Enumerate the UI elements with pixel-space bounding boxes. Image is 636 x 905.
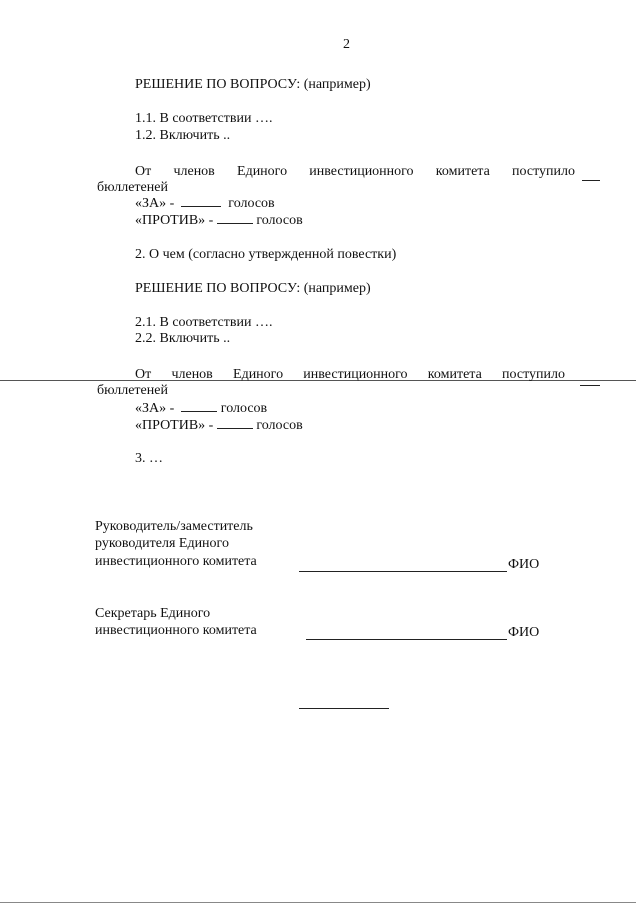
q1-against-blank xyxy=(217,223,253,224)
q2-against-suffix: голосов xyxy=(256,418,303,433)
q2-against-label: «ПРОТИВ» - xyxy=(135,418,214,433)
q2-item-2: 2.2. Включить .. xyxy=(135,331,231,346)
q2-za-blank xyxy=(181,411,217,412)
q1-decision-heading: РЕШЕНИЕ ПО ВОПРОСУ: (например) xyxy=(135,77,371,92)
secretary-signature-line xyxy=(306,639,507,640)
q1-word: инвестиционного xyxy=(309,164,414,179)
q2-decision-heading: РЕШЕНИЕ ПО ВОПРОСУ: (например) xyxy=(135,281,371,296)
q2-za-label: «ЗА» - xyxy=(135,401,175,416)
q1-word: поступило xyxy=(512,164,575,179)
q1-against-row xyxy=(135,213,303,229)
q2-word: комитета xyxy=(427,367,482,382)
q2-word: поступило xyxy=(502,367,565,382)
bottom-scan-line xyxy=(0,902,636,903)
q2-ballots-blank xyxy=(580,385,600,386)
q2-word: инвестиционного xyxy=(303,367,408,382)
q2-against-blank xyxy=(217,428,253,429)
head-title-line-1: Руководитель/заместитель xyxy=(95,519,253,534)
q2-word: От xyxy=(135,367,152,382)
q1-word: комитета xyxy=(435,164,490,179)
q1-item-1: 1.1. В соответствии …. xyxy=(135,111,273,126)
end-rule xyxy=(299,708,389,709)
q1-za-row xyxy=(135,196,275,212)
secretary-title-line-1: Секретарь Единого xyxy=(95,606,211,621)
q1-ballots-word: бюллетеней xyxy=(97,180,168,195)
q2-za-suffix: голосов xyxy=(220,401,268,416)
head-title-line-2: руководителя Единого xyxy=(95,536,229,551)
q1-za-blank xyxy=(181,206,221,207)
q1-za-suffix: голосов xyxy=(228,196,275,211)
q1-word: членов xyxy=(173,164,215,179)
q1-ballots-blank xyxy=(582,180,600,181)
q2-word: членов xyxy=(171,367,213,382)
q2-word: Единого xyxy=(233,367,284,382)
page-number: 2 xyxy=(343,37,350,52)
q2-votes-sentence xyxy=(135,367,565,383)
q3-heading: 3. … xyxy=(135,451,163,466)
secretary-title-line-2: инвестиционного комитета xyxy=(95,623,257,638)
secretary-fio: ФИО xyxy=(508,625,540,640)
head-title-line-3: инвестиционного комитета xyxy=(95,554,257,569)
q2-za-row xyxy=(135,401,267,417)
q1-word: Единого xyxy=(237,164,288,179)
head-signature-line xyxy=(299,571,507,572)
q1-za-label: «ЗА» - xyxy=(135,196,175,211)
q2-against-row xyxy=(135,418,303,434)
q1-against-suffix: голосов xyxy=(256,213,303,228)
q1-item-2: 1.2. Включить .. xyxy=(135,128,231,143)
q2-ballots-word: бюллетеней xyxy=(97,383,168,398)
q1-votes-sentence xyxy=(135,164,575,180)
q2-heading: 2. О чем (согласно утвержденной повестки) xyxy=(135,247,397,262)
head-fio: ФИО xyxy=(508,557,540,572)
q1-against-label: «ПРОТИВ» - xyxy=(135,213,214,228)
q2-item-1: 2.1. В соответствии …. xyxy=(135,315,273,330)
q1-word: От xyxy=(135,164,152,179)
